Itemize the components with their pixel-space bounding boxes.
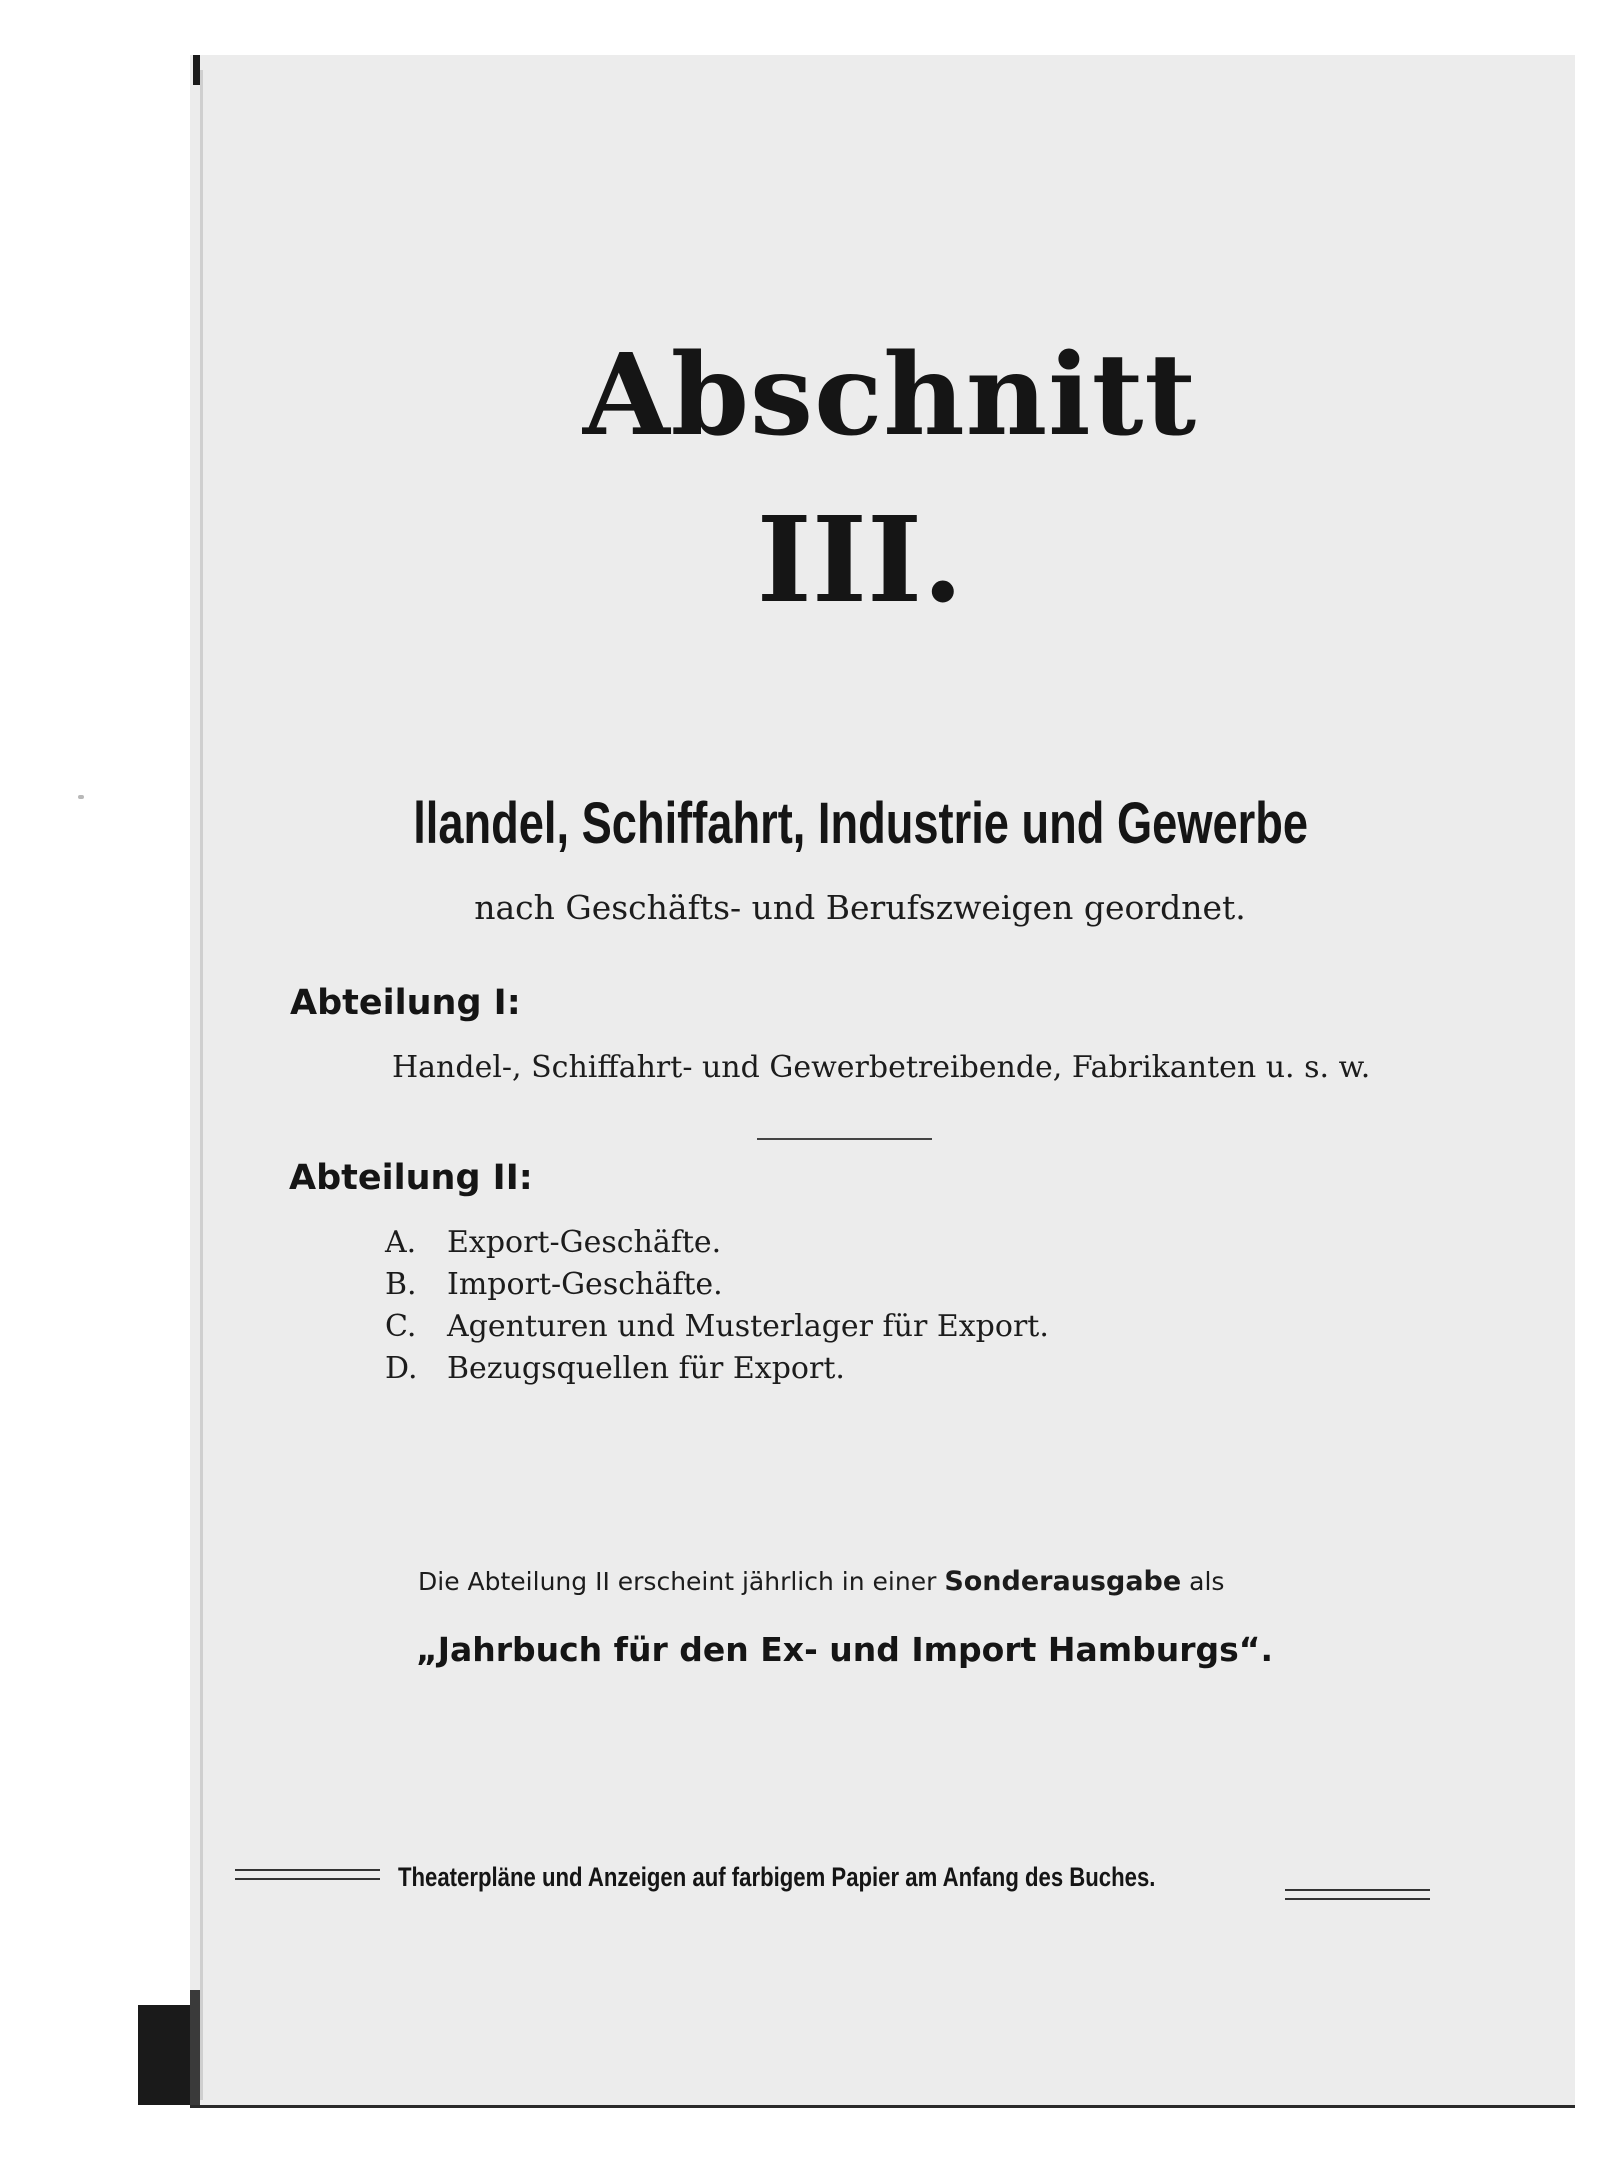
annual-edition-note: [418, 1566, 1224, 1597]
list-item: [385, 1264, 1049, 1306]
list-item-letter: B.: [385, 1267, 417, 1302]
binding-mark-top: [193, 55, 200, 85]
footer-double-rule-right: [1285, 1889, 1430, 1900]
yearbook-title: „Jahrbuch für den Ex- und Import Hamburgs“.: [416, 1630, 1274, 1669]
list-item-letter: C.: [385, 1309, 417, 1344]
list-item: [385, 1222, 1049, 1264]
section-heading: llandel, Schiffahrt, Industrie und Gewerbe: [413, 791, 1309, 856]
list-item: [385, 1306, 1049, 1348]
binding-strip: [190, 1990, 200, 2105]
division-1-description: Handel-, Schiffahrt- und Gewerbetreibende, Fabrikanten u. s. w.: [392, 1050, 1371, 1085]
footer-note: Theaterpläne und Anzeigen auf farbigem Papier am Anfang des Buches.: [398, 1862, 1156, 1892]
division-2-list: [385, 1222, 1049, 1390]
note-emphasis: Sonderausgabe: [944, 1566, 1182, 1597]
section-subheading: nach Geschäfts- und Berufszweigen geordnet.: [474, 888, 1246, 927]
division-1-label: Abteilung I:: [290, 983, 521, 1023]
list-item: [385, 1348, 1049, 1390]
division-2-label: Abteilung II:: [289, 1158, 533, 1198]
section-number: III.: [756, 490, 964, 629]
list-item-letter: D.: [385, 1351, 418, 1386]
footer-double-rule-left: [235, 1869, 380, 1880]
divider-rule: [757, 1138, 932, 1140]
list-item-text: Bezugsquellen für Export.: [447, 1351, 845, 1386]
binding-block: [138, 2005, 190, 2105]
list-item-letter: A.: [385, 1225, 417, 1260]
list-item-text: Import-Geschäfte.: [447, 1267, 723, 1302]
scan-speck: [78, 795, 84, 799]
list-item-text: Agenturen und Musterlager für Export.: [447, 1309, 1049, 1344]
list-item-text: Export-Geschäfte.: [447, 1225, 722, 1260]
note-text-after: als: [1189, 1567, 1225, 1596]
section-title: Abschnitt: [582, 330, 1198, 461]
note-text-before: Die Abteilung II erscheint jährlich in einer: [418, 1567, 937, 1596]
